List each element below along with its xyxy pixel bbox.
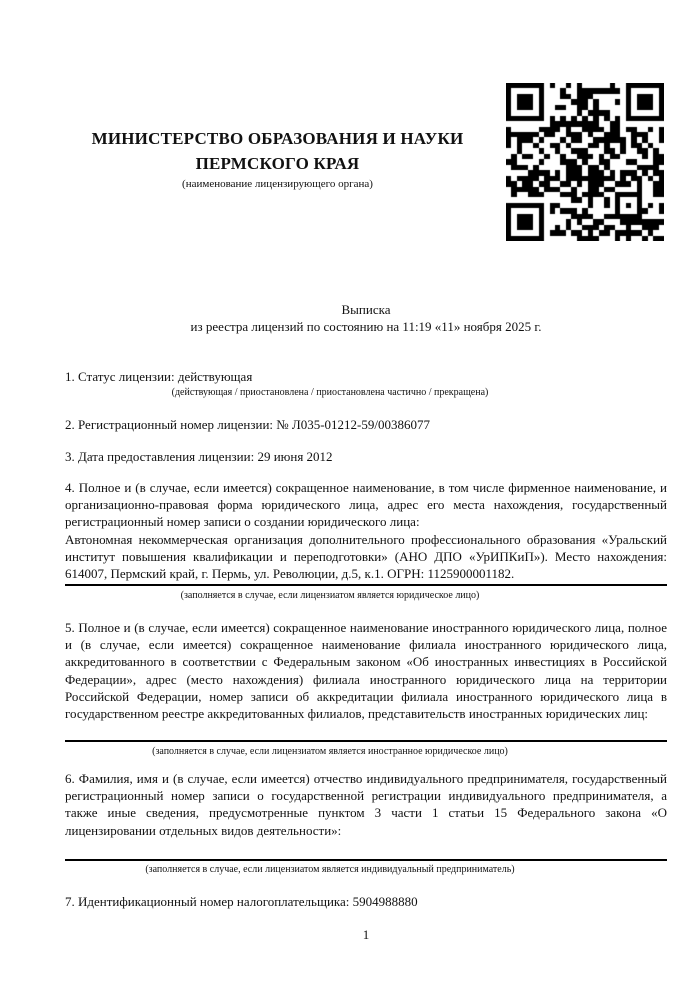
section-legal-entity (65, 479, 667, 582)
license-status: 1. Статус лицензии: действующая (65, 369, 253, 384)
licensing-authority-caption: (наименование лицензирующего органа) (182, 178, 373, 190)
legal-entity-label: 4. Полное и (в случае, если имеется) сокращенное наименование, в том числе фирменное наименование, и организационно-правовая форма юридического лица, адрес его места нахождения, государственный регистрационный номер записи о создании юридического лица: (65, 480, 667, 530)
foreign-entity-fill-line (65, 740, 667, 742)
license-status-options-caption: (действующая / приостановлена / приостановлена частично / прекращена) (171, 387, 489, 398)
title-line1: Выписка (341, 302, 391, 317)
document-title (65, 301, 667, 335)
title-line2: из реестра лицензий по состоянию на 11:19 «11» ноября 2025 г. (190, 319, 542, 334)
page-number: 1 (362, 927, 370, 942)
legal-entity-fill-line (65, 584, 667, 586)
document-header (65, 126, 490, 191)
registration-number: 2. Регистрационный номер лицензии: № Л035-01212-59/00386077 (65, 417, 431, 432)
individual-entrepreneur-caption: (заполняется в случае, если лицензиатом является индивидуальный предприниматель) (145, 864, 515, 875)
individual-entrepreneur-fill-line (65, 859, 667, 861)
individual-entrepreneur-label: 6. Фамилия, имя и (в случае, если имеется) отчество индивидуального предпринимателя, государственный регистрационный номер записи о государственной регистрации индивидуального предпринимателя, а также иные сведения, предусмотренные пунктом 3 части 1 статьи 15 Федерального закона «О лицензировании отдельных видов деятельности»: (65, 771, 667, 838)
grant-date: 3. Дата предоставления лицензии: 29 июня 2012 (65, 449, 333, 464)
ministry-name-line1: МИНИСТЕРСТВО ОБРАЗОВАНИЯ И НАУКИ (91, 129, 464, 148)
taxpayer-id: 7. Идентификационный номер налогоплательщика: 5904988880 (65, 894, 418, 909)
legal-entity-caption: (заполняется в случае, если лицензиатом является юридическое лицо) (180, 590, 480, 601)
qr-code (506, 83, 664, 241)
ministry-name (65, 126, 490, 176)
ministry-name-line2: ПЕРМСКОГО КРАЯ (195, 154, 360, 173)
section-individual-entrepreneur (65, 770, 667, 839)
legal-entity-value: Автономная некоммерческая организация дополнительного профессионального образования «Уральский институт повышения квалификации и переподготовки» (АНО ДПО «УрИПКиП»). Место нахождения: 614007, Пермский край, г. Пермь, ул. Революции, д.5, к.1. ОГРН: 1125900001182. (65, 531, 667, 582)
section-foreign-entity (65, 619, 667, 722)
foreign-entity-label: 5. Полное и (в случае, если имеется) сокращенное наименование иностранного юридического лица, полное и (в случае, если имеется) сокращенное наименование филиала иностранного юридического лица, аккредитованного в соответствии с Федеральным законом «Об иностранных инвестициях в Российской Федерации», адрес (место нахождения) филиала иностранного юридического лица на территории Российской Федерации, номер записи об аккредитации филиала иностранного юридического лица в государственном реестре аккредитованных филиалов, представительств иностранных юридических лиц: (65, 620, 667, 722)
foreign-entity-caption: (заполняется в случае, если лицензиатом является иностранное юридическое лицо) (152, 746, 508, 757)
